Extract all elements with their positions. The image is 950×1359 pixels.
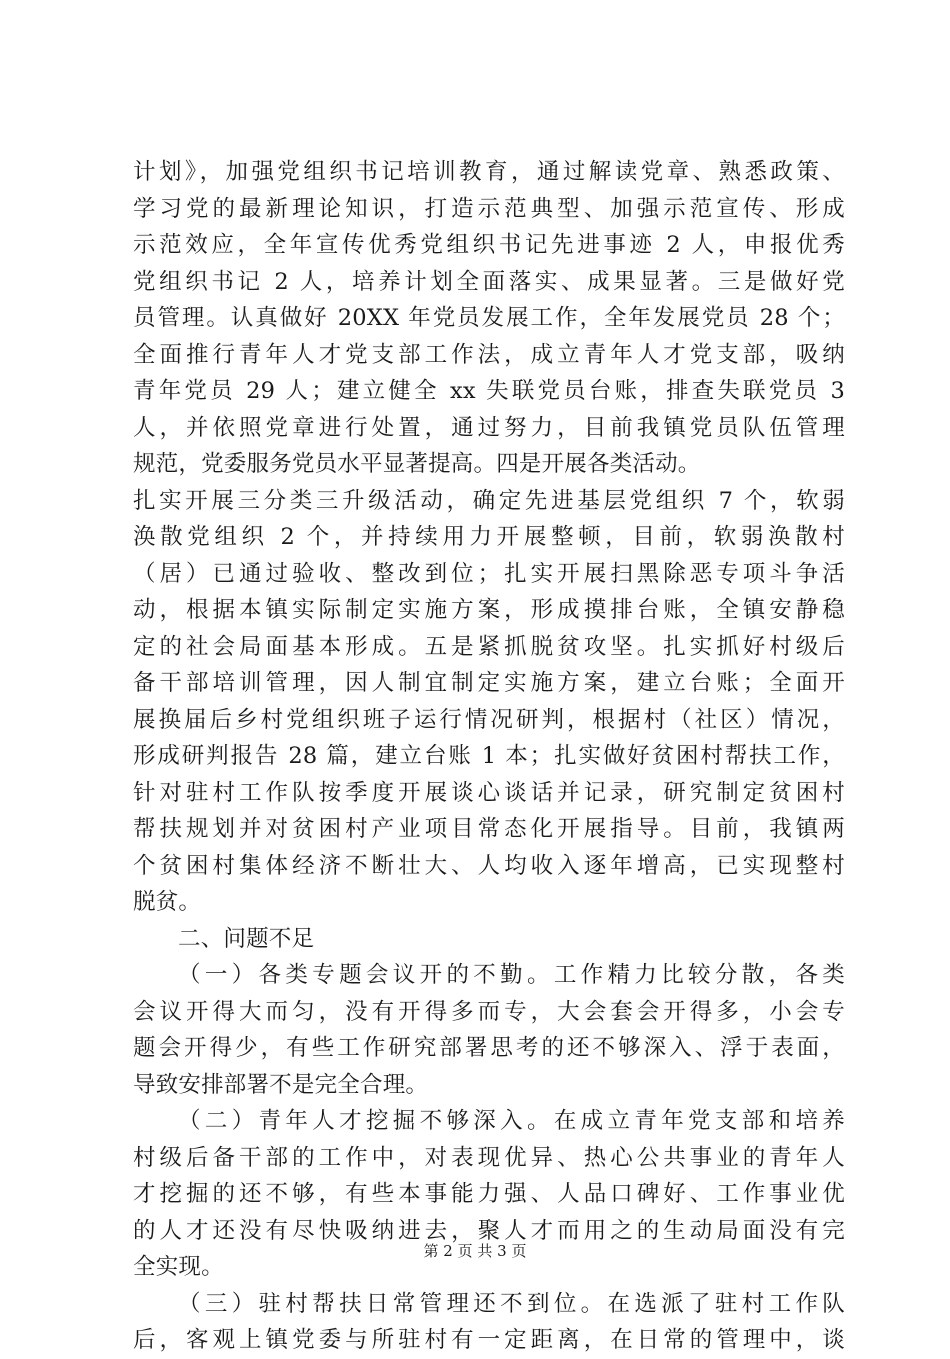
section-heading: 二、问题不足 — [178, 925, 315, 952]
text-line: 规范，党委服务党员水平显著提高。四是开展各类活动。 — [133, 451, 701, 477]
text-line: （居）已通过验收、整改到位；扎实开展扫黑除恶专项斗争活 — [133, 560, 845, 587]
text-line: 备干部培训管理，因人制宜制定实施方案，建立台账；全面开 — [133, 670, 845, 696]
text-line: 展换届后乡村党组织班子运行情况研判，根据村（社区）情况， — [133, 706, 845, 733]
text-line: 导致安排部署不是完全合理。 — [133, 1071, 429, 1098]
subsection-heading-line: （一）各类专题会议开的不勤。工作精力比较分散，各类 — [178, 962, 845, 988]
text-line: 全面推行青年人才党支部工作法，成立青年人才党支部，吸纳 — [133, 341, 845, 368]
text-line: 计划》，加强党组织书记培训教育，通过解读党章、熟悉政策、 — [133, 159, 845, 185]
text-line: 形成研判报告 28 篇，建立台账 1 本；扎实做好贫困村帮扶工作， — [133, 743, 845, 769]
text-line: 涣散党组织 2 个，并持续用力开展整顿，目前，软弱涣散村 — [133, 524, 845, 550]
text-line: 人，并依照党章进行处置，通过努力，目前我镇党员队伍管理 — [133, 414, 845, 441]
text-line: 后，客观上镇党委与所驻村有一定距离，在日常的管理中，谈 — [133, 1327, 845, 1353]
text-line: 全实现。 — [133, 1254, 224, 1280]
text-line: 示范效应，全年宣传优秀党组织书记先进事迹 2 人，申报优秀 — [133, 232, 845, 258]
text-line: 扎实开展三分类三升级活动，确定先进基层党组织 7 个，软弱 — [133, 487, 845, 514]
subsection-heading-line: （二）青年人才挖掘不够深入。在成立青年党支部和培养 — [178, 1108, 845, 1134]
text-line: 员管理。认真做好 20XX 年党员发展工作，全年发展党员 28 个； — [133, 305, 845, 331]
text-line: 会议开得大而匀，没有开得多而专，大会套会开得多，小会专 — [133, 998, 845, 1025]
text-line: 动，根据本镇实际制定实施方案，形成摸排台账，全镇安静稳 — [133, 597, 845, 623]
text-line: 定的社会局面基本形成。五是紧抓脱贫攻坚。扎实抓好村级后 — [133, 633, 845, 660]
text-line: 帮扶规划并对贫困村产业项目常态化开展指导。目前，我镇两 — [133, 816, 845, 842]
text-line: 题会开得少，有些工作研究部署思考的还不够深入、浮于表面， — [133, 1035, 845, 1061]
text-line: 的人才还没有尽快吸纳进去，聚人才而用之的生动局面没有完 — [133, 1217, 845, 1244]
text-line: 脱贫。 — [133, 889, 202, 915]
subsection-heading-line: （三）驻村帮扶日常管理还不到位。在选派了驻村工作队 — [178, 1290, 845, 1317]
text-line: 个贫困村集体经济不断壮大、人均收入逐年增高，已实现整村 — [133, 852, 845, 879]
text-line: 村级后备干部的工作中，对表现优异、热心公共事业的青年人 — [133, 1144, 845, 1171]
text-line: 学习党的最新理论知识，打造示范典型、加强示范宣传、形成 — [133, 195, 845, 222]
text-line: 党组织书记 2 人，培养计划全面落实、成果显著。三是做好党 — [133, 268, 845, 295]
page-footer: 第 2 页 共 3 页 — [423, 1242, 527, 1260]
text-line: 才挖掘的还不够，有些本事能力强、人品口碑好、工作事业优 — [133, 1181, 845, 1207]
text-line: 针对驻村工作队按季度开展谈心谈话并记录，研究制定贫困村 — [133, 779, 845, 806]
document-body — [133, 154, 845, 1359]
text-line: 青年党员 29 人；建立健全 xx 失联党员台账，排查失联党员 3 — [133, 378, 845, 404]
